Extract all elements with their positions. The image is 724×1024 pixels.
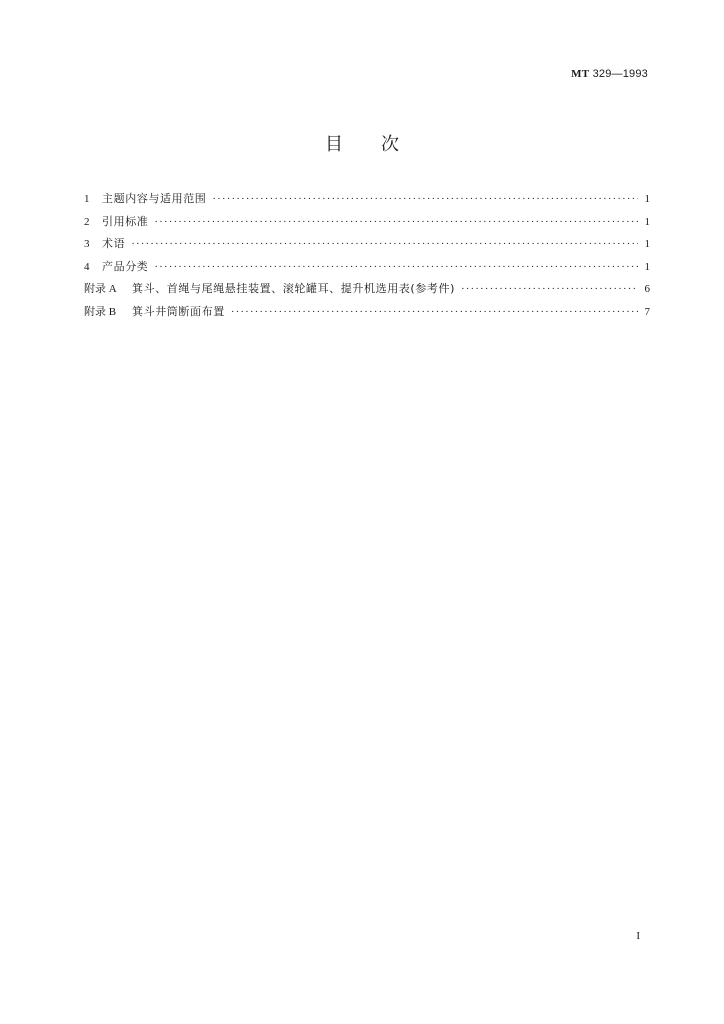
toc-entry-title: 主题内容与适用范围 [102, 192, 207, 205]
dot-leader [461, 283, 638, 295]
toc-title-part1: 目 [325, 134, 343, 155]
toc-entry-appendix-a[interactable] [84, 280, 650, 303]
toc-entry-2[interactable] [84, 213, 650, 236]
toc-title [0, 130, 724, 156]
toc-entry-number: 4 [84, 260, 90, 273]
toc-entry-page: 1 [644, 238, 650, 250]
toc-entry-title: 产品分类 [102, 259, 149, 273]
toc-entry-title: 引用标准 [102, 214, 149, 228]
toc-entry-title: 箕斗、首绳与尾绳悬挂装置、滚轮罐耳、提升机选用表(参考件) [132, 282, 455, 295]
standard-prefix: MT [571, 68, 590, 80]
toc-entry-number: 2 [84, 215, 90, 228]
toc-entry-page: 6 [644, 283, 650, 295]
toc-entry-title: 箕斗井筒断面布置 [132, 304, 225, 318]
toc-entry-1[interactable] [84, 190, 650, 213]
page-folio: I [636, 930, 640, 942]
toc-entry-number: 附录 B [84, 305, 117, 318]
toc-entry-page: 7 [644, 305, 650, 318]
toc-title-part2: 次 [381, 134, 399, 155]
dot-leader [212, 193, 638, 205]
toc-list [84, 190, 650, 325]
toc-entry-number: 3 [84, 238, 90, 250]
standard-code [571, 68, 648, 80]
standard-number: 329—1993 [592, 68, 648, 80]
toc-entry-page: 1 [644, 260, 650, 273]
toc-entry-page: 1 [644, 215, 650, 228]
toc-entry-number: 1 [84, 193, 90, 205]
toc-entry-title: 术语 [102, 237, 126, 250]
dot-leader [154, 216, 638, 228]
toc-entry-number: 附录 A [84, 283, 117, 295]
dot-leader [231, 306, 638, 318]
toc-entry-4[interactable] [84, 258, 650, 281]
toc-entry-page: 1 [644, 193, 650, 205]
dot-leader [131, 238, 638, 250]
toc-entry-appendix-b[interactable] [84, 303, 650, 326]
dot-leader [154, 261, 638, 273]
toc-entry-3[interactable] [84, 235, 650, 258]
